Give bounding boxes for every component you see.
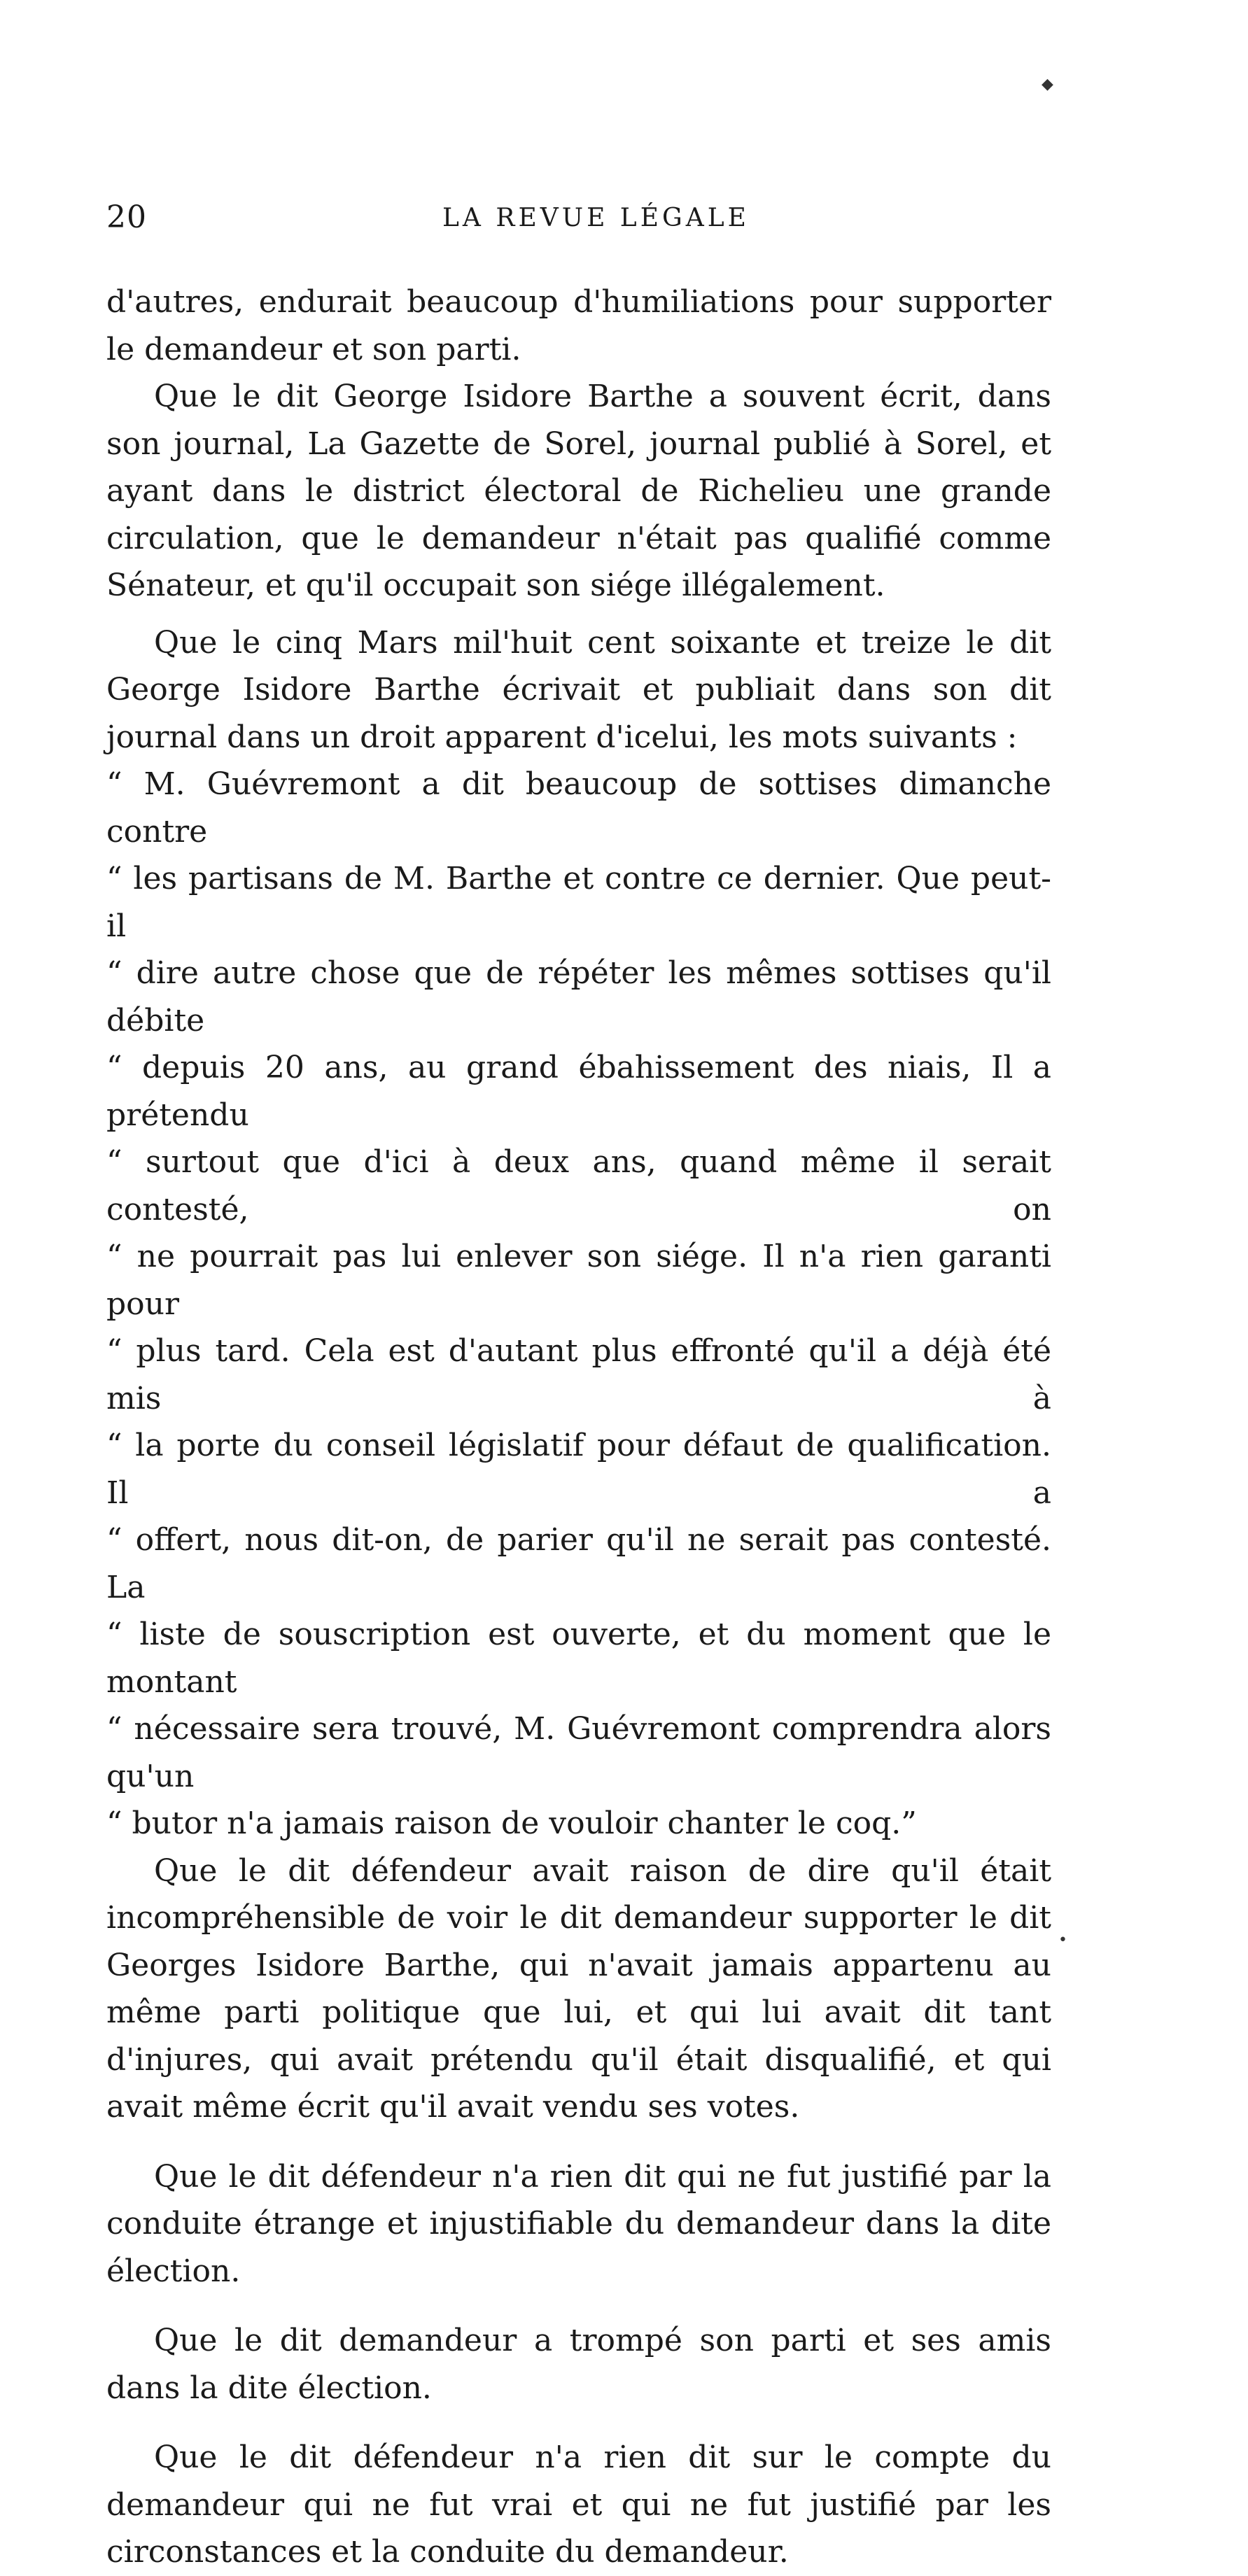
- page-header: [106, 199, 1051, 241]
- paragraph-incomprehensible: Que le dit défendeur avait raison de dire qu'il était incompréhensible de voir le dit demandeur supporter le dit Georges Isidore Barthe, qui n'avait jamais appartenu au même parti politique que lui, et qui lui avait dit tant d'injures, qui avait prétendu qu'il était disqualifié, et qui avait même écrit qu'il avait vendu ses votes.: [106, 1852, 1051, 2125]
- quote-line: “ nécessaire sera trouvé, M. Guévremont comprendra alors qu'un: [106, 1711, 1051, 1794]
- quote-line: “ M. Guévremont a dit beaucoup de sottises dimanche contre: [106, 766, 1051, 850]
- paragraph-trompe: Que le dit demandeur a trompé son parti et ses amis dans la dite élection.: [106, 2323, 1051, 2406]
- quote-line: “ offert, nous dit-on, de parier qu'il ne serait pas contesté. La: [106, 1522, 1051, 1605]
- page-body: [106, 279, 1051, 2576]
- corner-mark: ◆: [1042, 76, 1053, 93]
- paragraph-compte: Que le dit défendeur n'a rien dit sur le compte du demandeur qui ne fut vrai et qui ne fut justifié par les circonstances et la conduite du demandeur.: [106, 2440, 1051, 2570]
- quoted-article: [106, 761, 1051, 1847]
- quote-line: “ la porte du conseil législatif pour défaut de qualification. Il a: [106, 1428, 1051, 1511]
- quote-line: “ surtout que d'ici à deux ans, quand même il serait contesté, on: [106, 1144, 1051, 1227]
- paragraph-justifie: Que le dit défendeur n'a rien dit qui ne fut justifié par la conduite étrange et injustifiable du demandeur dans la dite élection.: [106, 2158, 1051, 2289]
- running-title: LA REVUE LÉGALE: [442, 204, 750, 232]
- quote-line: “ dire autre chose que de répéter les mêmes sottises qu'il débite: [106, 955, 1051, 1039]
- quote-line: “ plus tard. Cela est d'autant plus effronté qu'il a déjà été mis à: [106, 1333, 1051, 1416]
- quote-line: “ depuis 20 ans, au grand ébahissement des niais, Il a prétendu: [106, 1050, 1051, 1133]
- quote-line: “ ne pourrait pas lui enlever son siége. Il n'a rien garanti pour: [106, 1239, 1051, 1322]
- paragraph-continuation: d'autres, endurait beaucoup d'humiliations pour supporter le demandeur et son parti.: [106, 284, 1051, 367]
- paragraph-gazette: Que le dit George Isidore Barthe a souvent écrit, dans son journal, La Gazette de Sorel, journal publié à Sorel, et ayant dans le district électoral de Richelieu une grande circulation, que le demandeur n'était pas qualifié comme Sénateur, et qu'il occupait son siége illégalement.: [106, 379, 1051, 603]
- quote-line: “ les partisans de M. Barthe et contre ce dernier. Que peut-il: [106, 861, 1051, 944]
- bottom-mark: •: [1058, 1931, 1067, 1949]
- quote-line: “ butor n'a jamais raison de vouloir chanter le coq.”: [106, 1806, 917, 1841]
- paragraph-cinq-mars: Que le cinq Mars mil'huit cent soixante et treize le dit George Isidore Barthe écrivait et publiait dans son dit journal dans un droit apparent d'icelui, les mots suivants :: [106, 624, 1051, 755]
- page-number: 20: [106, 199, 147, 235]
- quote-line: “ liste de souscription est ouverte, et du moment que le montant: [106, 1617, 1051, 1700]
